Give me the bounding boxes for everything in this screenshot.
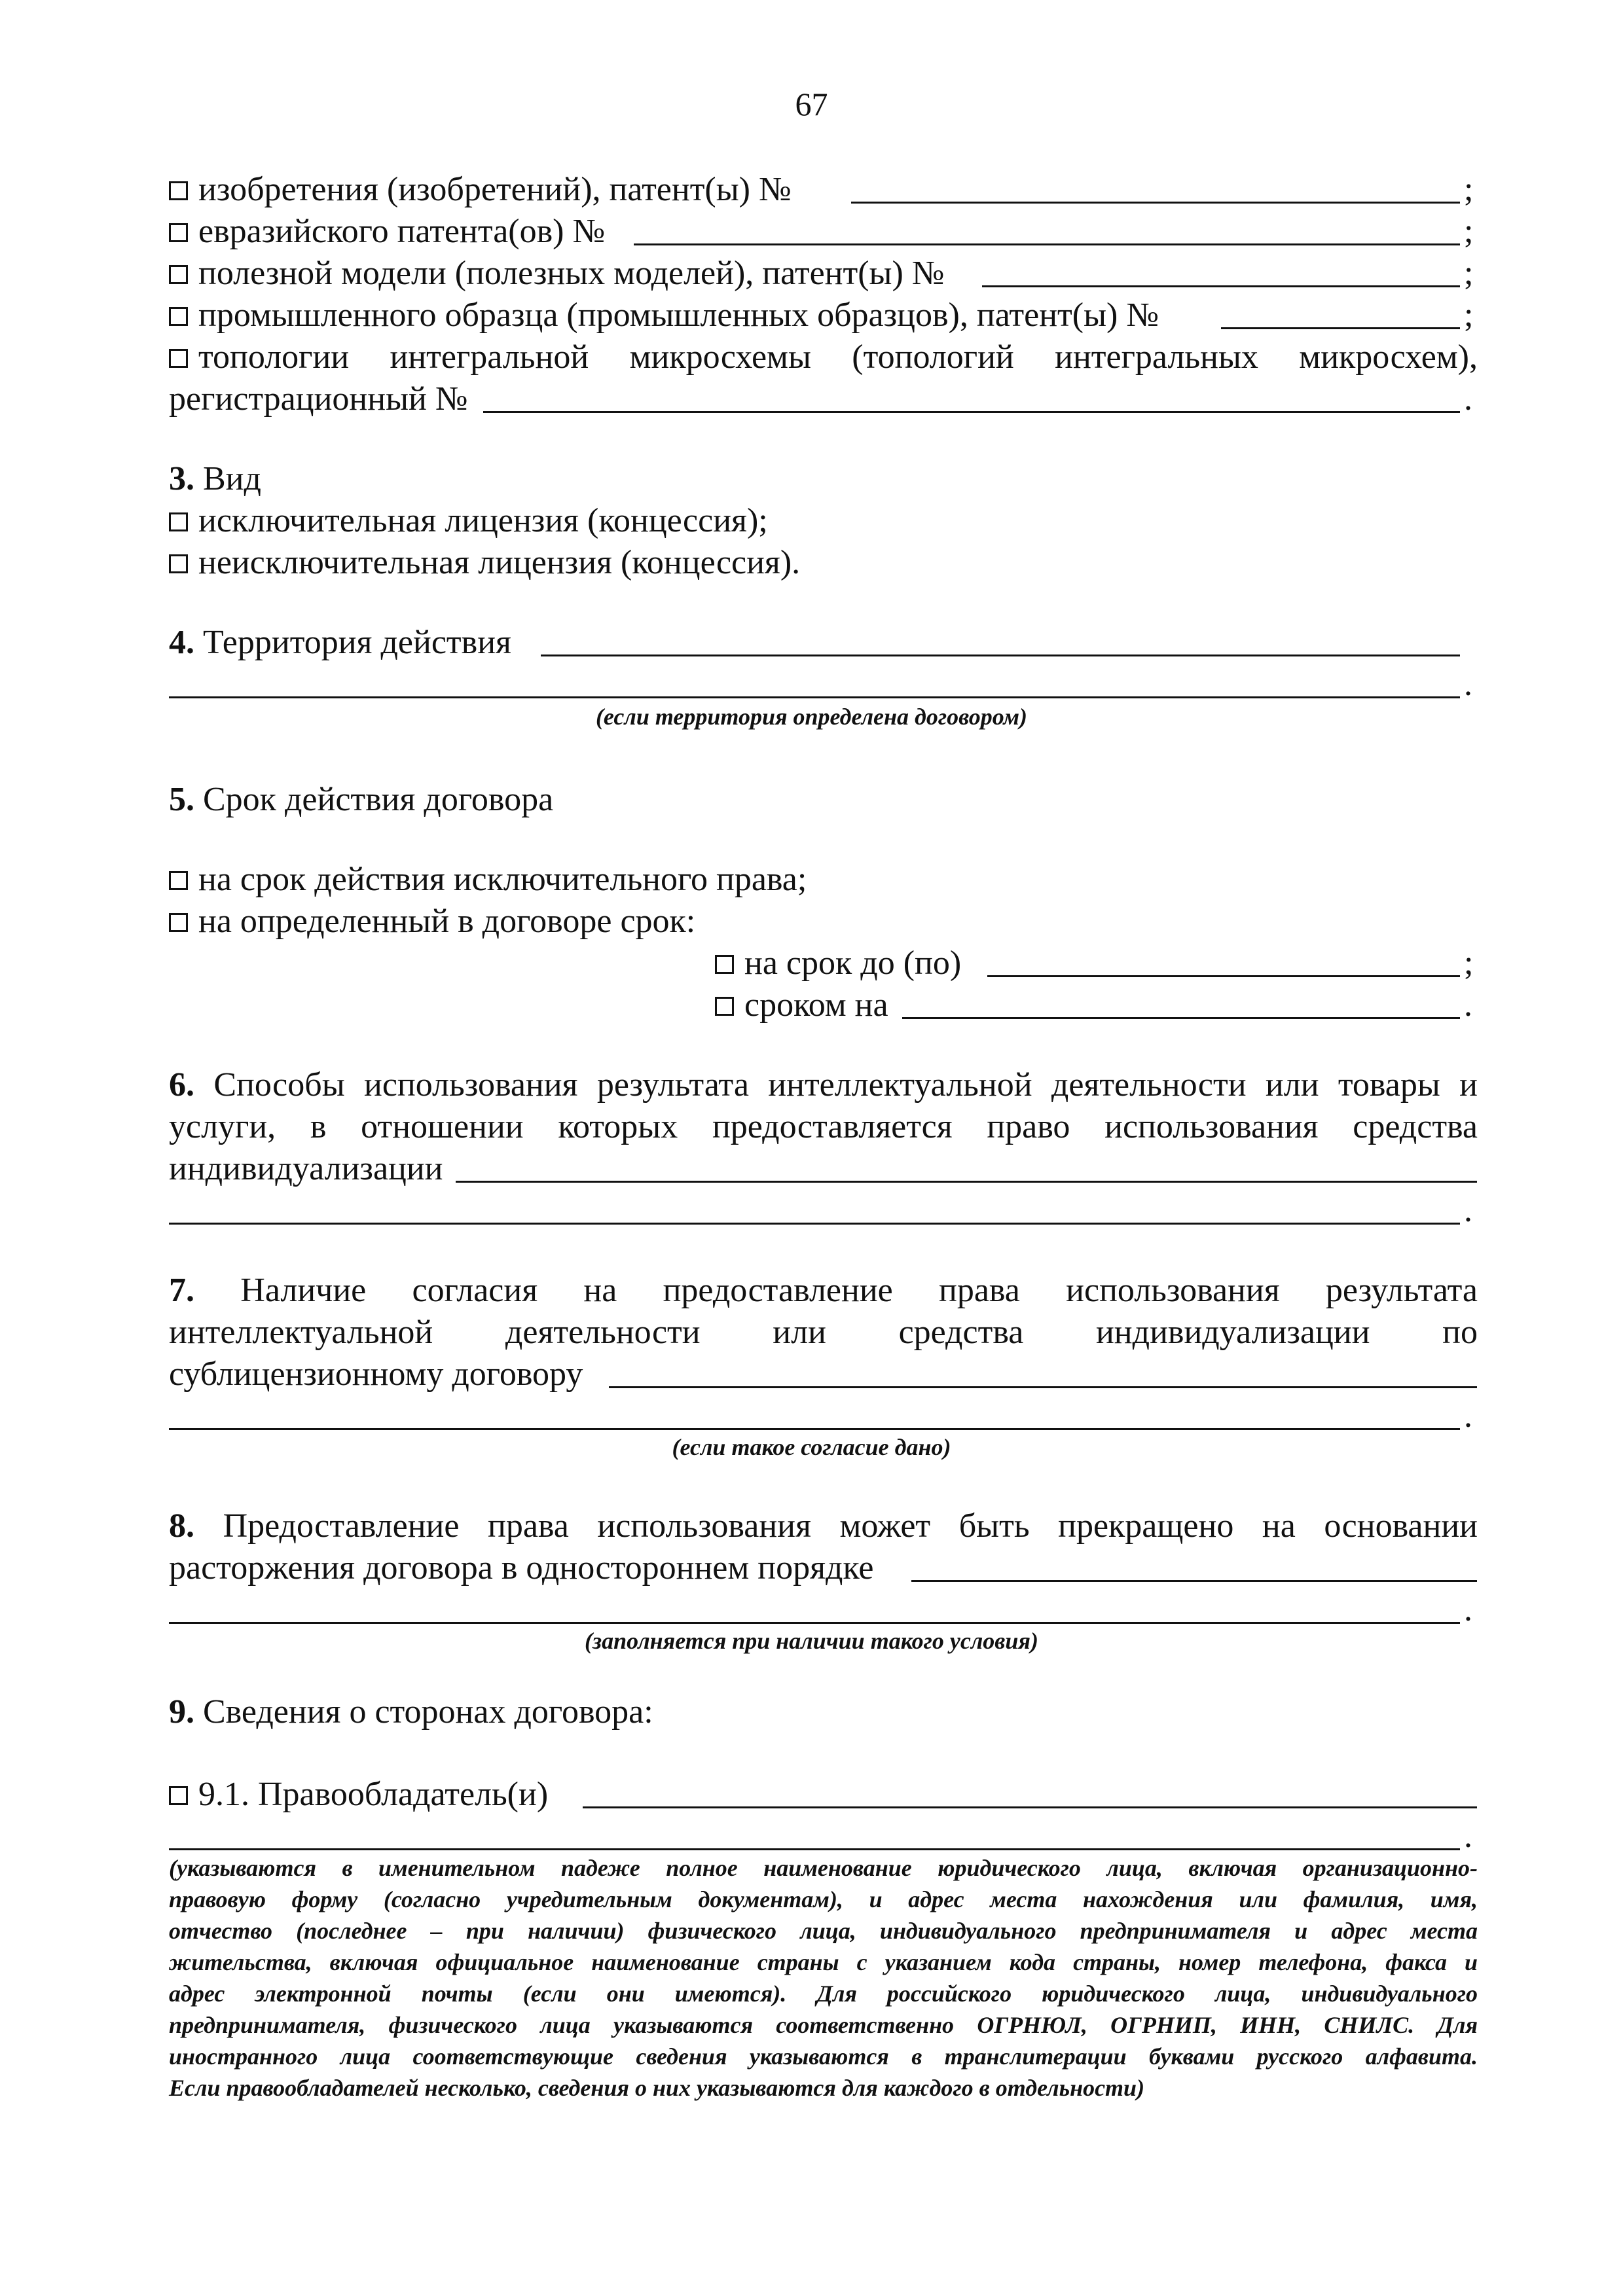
registration-number-label: регистрационный № xyxy=(169,380,468,418)
section-5-heading: 5. Срок действия договора xyxy=(169,781,554,818)
rightholder-note-line: правовую форму (согласно учредительным документам), и адрес места нахождения или фамилия, имя, xyxy=(169,1886,1478,1912)
option-exclusive-right-term: на срок действия исключительного права; xyxy=(169,859,807,901)
checkbox[interactable] xyxy=(169,512,188,531)
checkbox[interactable] xyxy=(169,307,188,326)
fill-line[interactable] xyxy=(483,411,1460,413)
checkbox[interactable] xyxy=(169,913,188,932)
fill-line[interactable] xyxy=(541,655,1460,656)
patent-item-topology: топологии интегральной микросхемы (топологий интегральных микросхем), xyxy=(169,336,1478,378)
section-7-line-2: интеллектуальной деятельности или средства индивидуализации по xyxy=(169,1314,1478,1351)
rightholder-note-line: предпринимателя, физического лица указываются соответственно ОГРНЮЛ, ОГРНИП, ИНН, СНИЛС. Для xyxy=(169,2012,1478,2038)
section-3-heading: 3. Вид xyxy=(169,460,261,497)
checkbox[interactable] xyxy=(169,223,188,242)
fill-line[interactable] xyxy=(1221,327,1460,329)
consent-note: (если такое согласие дано) xyxy=(672,1434,951,1460)
fill-line[interactable] xyxy=(456,1181,1477,1183)
checkbox[interactable] xyxy=(715,955,734,974)
section-6-line-2: услуги, в отношении которых предоставляется право использования средства xyxy=(169,1108,1478,1145)
fill-line[interactable] xyxy=(982,285,1460,287)
territory-note: (если территория определена договором) xyxy=(595,704,1028,730)
fill-line[interactable] xyxy=(851,202,1460,204)
section-9-heading: 9. Сведения о сторонах договора: xyxy=(169,1693,653,1731)
rightholder-note-line: жительства, включая официальное наименование страны с указанием кода страны, номер телефона, факса и xyxy=(169,1949,1478,1975)
option-defined-term: на определенный в договоре срок: xyxy=(169,901,695,942)
document-page: 67 изобретения (изобретений), патент(ы) № ; евразийского патента(ов) № ; полезной модели (полезных моделей), патент(ы) № ; промышленного образца (промышленных образцов), патент(ы) № ; топологии интегральной микросхемы (топологий интегральных микросхем), регистрационный № . 3. Вид исключительная лицензия (концессия); неисключительная лицензия (концессия). 4. Территория действия . (если территория определена договором) 5. Срок действия договора на срок действия исключительного права; на определенный в договоре срок: на срок до (по) ; сроком на . 6. Способы использования результата интеллектуальной деятельности или товары и услуги, в отношении которых предоставляется право использования средства индивидуализации . 7. Наличие согласия на предоставление права использования результата интеллектуальной деятельности или средства индивидуализации по сублицензионному договору . (если такое согласие дано) 8. Предоставление права использования может быть прекращено на основании расторжения договора в одностороннем порядке . (заполняется при наличии такого условия) 9. Сведения о сторонах договора: 9.1. Правообладатель(и) . (указываются в именительном падеже полное наименование юридического лица, включая организационно- правовую форму (согласно учредительным документам), и адрес места нахождения или фамилия, имя, отчество (последнее – при наличии) физического лица, индивидуального предпринимателя и адрес места жительства, включая официальное наименование страны с указанием кода страны, номер телефона, факса и адрес электронной почты (если они имеются). Для российского юридического лица, индивидуального предпринимателя, физического лица указываются соответственно ОГРНЮЛ, ОГРНИП, ИНН, СНИЛС. Для иностранного лица соответствующие сведения указываются в транслитерации буквами русского алфавита. Если правообладателей несколько, сведения о них указываются для каждого в отдельности) xyxy=(0,0,1623,2296)
section-8-line-1: 8. Предоставление права использования может быть прекращено на основании xyxy=(169,1507,1478,1545)
option-exclusive-license: исключительная лицензия (концессия); xyxy=(169,500,768,542)
patent-item-eurasian: евразийского патента(ов) № xyxy=(169,211,605,253)
fill-line[interactable] xyxy=(169,1622,1460,1624)
checkbox[interactable] xyxy=(169,349,188,368)
option-non-exclusive-license: неисключительная лицензия (концессия). xyxy=(169,542,800,584)
checkbox[interactable] xyxy=(715,997,734,1016)
page-number: 67 xyxy=(795,86,828,122)
rightholder-note-line: адрес электронной почты (если они имеются). Для российского юридического лица, индивидуального xyxy=(169,1981,1478,2007)
fill-line[interactable] xyxy=(169,1223,1460,1225)
option-term-for: сроком на xyxy=(715,984,888,1026)
rightholder-item: 9.1. Правообладатель(и) xyxy=(169,1774,548,1816)
rightholder-note-line: иностранного лица соответствующие сведения указываются в транслитерации буквами русского алфавита. xyxy=(169,2043,1478,2070)
rightholder-note-line: отчество (последнее – при наличии) физического лица, индивидуального предпринимателя и адрес места xyxy=(169,1918,1478,1944)
fill-line[interactable] xyxy=(609,1386,1477,1388)
rightholder-note-line: (указываются в именительном падеже полное наименование юридического лица, включая организационно- xyxy=(169,1855,1478,1881)
fill-line[interactable] xyxy=(169,696,1460,698)
checkbox[interactable] xyxy=(169,181,188,200)
fill-line[interactable] xyxy=(169,1428,1460,1430)
fill-line[interactable] xyxy=(911,1580,1477,1582)
rightholder-note-line: Если правообладателей несколько, сведения о них указываются для каждого в отдельности) xyxy=(169,2075,1145,2101)
fill-line[interactable] xyxy=(169,1848,1460,1850)
section-7-line-3: сублицензионному договору xyxy=(169,1355,583,1393)
checkbox[interactable] xyxy=(169,871,188,890)
section-6-line-1: 6. Способы использования результата интеллектуальной деятельности или товары и xyxy=(169,1066,1478,1103)
section-7-line-1: 7. Наличие согласия на предоставление права использования результата xyxy=(169,1272,1478,1309)
fill-line[interactable] xyxy=(902,1017,1460,1019)
checkbox[interactable] xyxy=(169,554,188,573)
section-4-heading: 4. Территория действия xyxy=(169,624,511,661)
fill-line[interactable] xyxy=(583,1806,1477,1808)
patent-item-industrial-design: промышленного образца (промышленных образцов), патент(ы) № xyxy=(169,295,1159,336)
termination-note: (заполняется при наличии такого условия) xyxy=(585,1628,1038,1654)
patent-item-invention: изобретения (изобретений), патент(ы) № xyxy=(169,169,792,211)
checkbox[interactable] xyxy=(169,1786,188,1805)
fill-line[interactable] xyxy=(987,975,1460,977)
patent-item-utility-model: полезной модели (полезных моделей), патент(ы) № xyxy=(169,253,944,295)
fill-line[interactable] xyxy=(634,243,1460,245)
checkbox[interactable] xyxy=(169,265,188,284)
section-8-line-2: расторжения договора в одностороннем порядке xyxy=(169,1549,874,1587)
option-term-until: на срок до (по) xyxy=(715,942,961,984)
section-6-line-3: индивидуализации xyxy=(169,1150,443,1187)
